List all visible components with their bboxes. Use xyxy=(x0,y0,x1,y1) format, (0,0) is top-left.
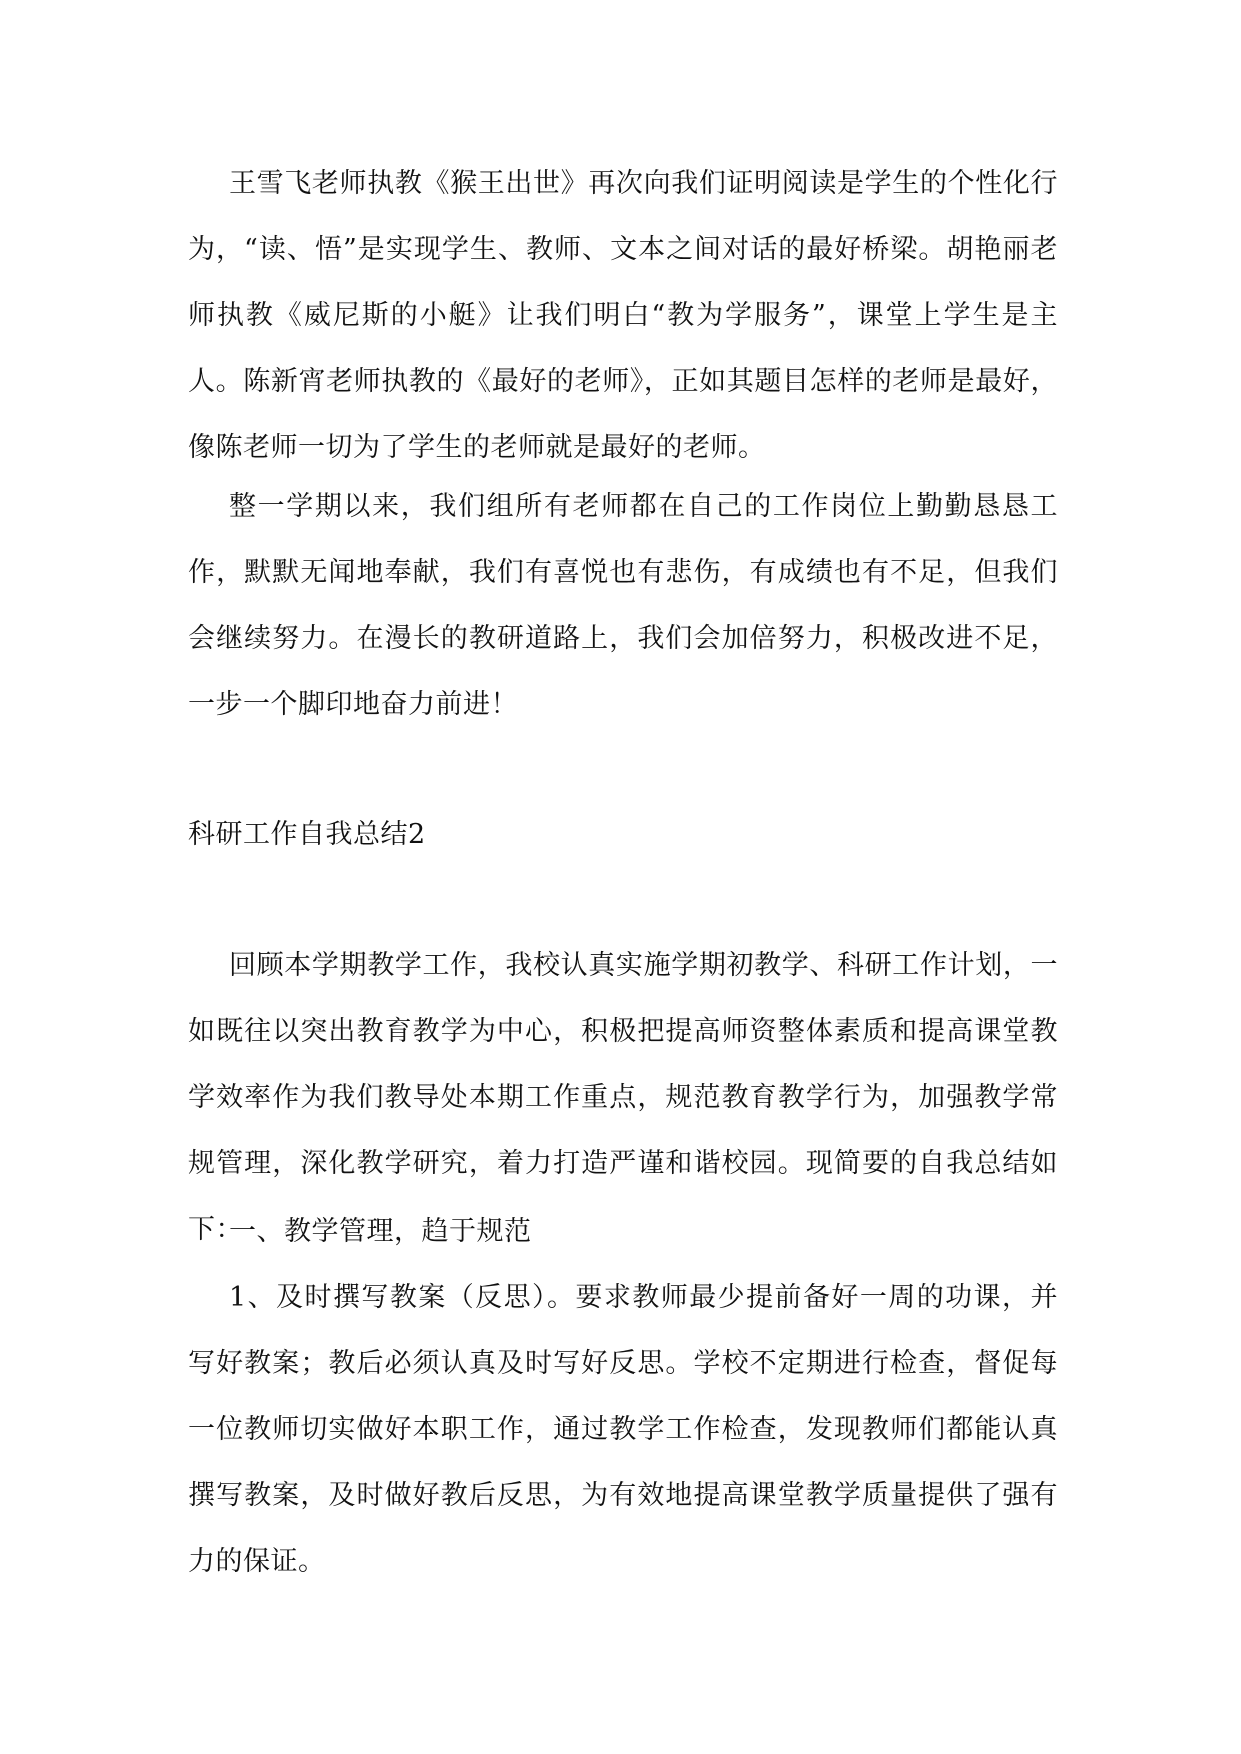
paragraph-summary-intro: 回顾本学期教学工作，我校认真实施学期初教学、科研工作计划，一如既往以突出教育教学为中心，积极把提高师资整体素质和提高课堂教学效率作为我们教导处本期工作重点，规范教育教学行为，加强教学常规管理，深化教学研究，着力打造严谨和谐校园。现简要的自我总结如下： xyxy=(188,950,1058,1245)
paragraph-teacher-lessons: 王雪飞老师执教《猴王出世》再次向我们证明阅读是学生的个性化行为，“读、悟”是实现学生、教师、文本之间对话的最好桥梁。胡艳丽老师执教《威尼斯的小艇》让我们明白“教为学服务”，课堂上学生是主人。陈新宵老师执教的《最好的老师》，正如其题目怎样的老师是最好，像陈老师一切为了学生的老师就是最好的老师。 xyxy=(188,168,1058,463)
subheading-teaching-management: 一、教学管理，趋于规范 xyxy=(229,1216,532,1247)
paragraph-lesson-plans: 1、及时撰写教案（反思）。要求教师最少提前备好一周的功课，并写好教案；教后必须认真及时写好反思。学校不定期进行检查，督促每一位教师切实做好本职工作，通过教学工作检查，发现教师们都能认真撰写教案，及时做好教后反思，为有效地提高课堂教学质量提供了强有力的保证。 xyxy=(188,1282,1058,1577)
section-heading: 科研工作自我总结2 xyxy=(188,819,426,850)
paragraph-semester-review: 整一学期以来，我们组所有老师都在自己的工作岗位上勤勤恳恳工作，默默无闻地奉献，我们有喜悦也有悲伤，有成绩也有不足，但我们会继续努力。在漫长的教研道路上，我们会加倍努力，积极改进不足，一步一个脚印地奋力前进！ xyxy=(188,491,1058,720)
